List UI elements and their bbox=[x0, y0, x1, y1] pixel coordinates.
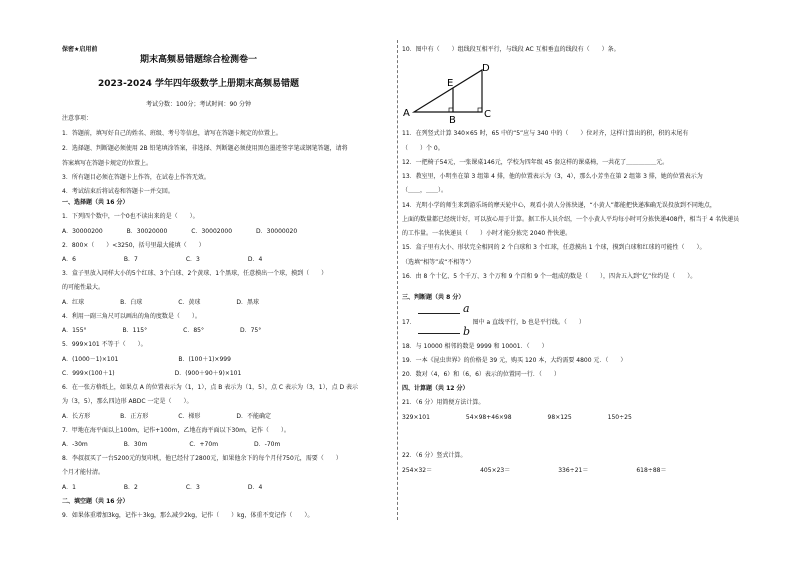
answer-options: A．-30m B．30m C．+70m D．-70m bbox=[62, 441, 281, 448]
exam-info: 考试分数：100分；考试时间：90 分钟 bbox=[146, 101, 251, 108]
answer-options: C．999×(100＋1) D．(900＋90＋9)×101 bbox=[62, 370, 242, 377]
question-line: （ ）个 0。 bbox=[402, 145, 444, 152]
note-item: 1．答题前，填写好自己的姓名、班级、考号等信息，请写在答题卡规定的位置上。 bbox=[62, 130, 282, 137]
question-line: 10．图中有（ ）组线段互相平行，与线段 AC 互相垂直的线段有（ ）条。 bbox=[402, 46, 620, 53]
question-line: 7．甲地在海平面以上100m，记作+100m，乙地在海平面以下30m，记作（ ）。 bbox=[62, 427, 290, 434]
section-heading-calc: 四、计算题（共 12 分） bbox=[402, 385, 469, 392]
parallel-line-b bbox=[418, 333, 460, 334]
column-divider bbox=[397, 40, 398, 520]
question-line: 20．数对（4，6）和（6，6）表示的位置同一行．（ ） bbox=[402, 371, 560, 378]
question-line: 9．如果体重增加3kg，记作＋3kg，那么减少2kg，记作（ ）kg，体重不变记作（ ）。 bbox=[62, 512, 314, 519]
question-line: 4．利用一副三角尺可以画出的角的度数是（ ）。 bbox=[62, 313, 201, 320]
question-line: 3．盒子里放入同样大小的5个红球、3个白球、2个黄球、1个黑球，任意摸出一个球，摸到（ ） bbox=[62, 270, 328, 277]
note-item: 2．选择题、判断题必须使用 2B 铅笔填涂答案，非选择、判断题必须使用黑色墨迹签字笔或钢笔答题，请将 bbox=[62, 145, 348, 152]
question-line: （选填“相等”或“不相等”） bbox=[402, 259, 475, 266]
question-line: 8．李叔叔买了一台5200元的复印机，他已经付了2800元，如果他余下的每个月付750元，需要（ ） bbox=[62, 455, 342, 462]
answer-options: A．30000200 B．30020000 C．30002000 D．30000020 bbox=[62, 228, 298, 235]
point-label-a: A bbox=[403, 108, 410, 119]
section-heading-judge: 三、判断题（共 8 分） bbox=[402, 294, 465, 301]
question-line: 18．与 10000 相邻的数是 9999 和 10001．（ ） bbox=[402, 343, 548, 350]
question-line: 上面的数量都已经统计好，可以放心用于计算。据工作人员介绍，一个小黄人平均每小时可分拣快递408件，相当于 4 名快递员 bbox=[402, 216, 740, 223]
question-line: 16．由 8 个十亿、5 个千万、3 个万和 9 个百和 9 个一组成的数是（ ），四舍五入到“亿”位约是（ ）。 bbox=[402, 273, 697, 280]
notes-heading: 注意事项： bbox=[62, 115, 93, 122]
question-line: 2．800×（ ）<3250，括号里最大能填（ ） bbox=[62, 242, 205, 249]
question-line: 为（3，5），那么四边形 ABDC 一定是（ ）。 bbox=[62, 398, 193, 405]
calc-expressions: 254×32＝ 405×23＝ 336÷21＝ 618÷88＝ bbox=[402, 467, 667, 474]
question-line: 12．一把椅子54元，一张课桌146元，学校为四年级 45 套这样的课桌椅，一共花了＿＿＿＿＿元。 bbox=[402, 159, 669, 166]
answer-options: A．155° B．115° C．85° D．75° bbox=[62, 327, 262, 334]
line-label-a: a bbox=[463, 302, 470, 315]
question-line: 1．下列四个数中，一个0也不读出来的是（ ）。 bbox=[62, 213, 199, 220]
answer-options: A．长方形 B．正方形 C．梯形 D．不能确定 bbox=[62, 413, 272, 420]
question-line: 17． 图中 a 直线平行，b 也是平行线。（ ） bbox=[402, 319, 585, 326]
answer-options: A．6 B．7 C．3 D．4 bbox=[62, 256, 263, 263]
note-item: 3．所有题目必须在答题卡上作答，在试卷上作答无效。 bbox=[62, 174, 210, 181]
question-line: 13．教室里，小明坐在第 3 组第 4 排，他的位置表示为（3，4），那么小芳坐在第 2 组第 3 排，她的位置表示为 bbox=[402, 173, 703, 180]
point-label-b: B bbox=[449, 115, 456, 124]
question-line: 15．盒子里有大小、形状完全相同的 2 个白球和 3 个红球，任意摸出 1 个球，摸到白球和红球的可能性（ ）。 bbox=[402, 244, 706, 251]
secret-label: 保密★启用前 bbox=[62, 46, 98, 53]
question-line: 11．在列竖式计算 340×65 时，65 中的“5”应与 340 中的（ ）位对齐，这样计算出的积，积的末尾有 bbox=[402, 130, 689, 137]
question-line: 5．999×101 不等于（ ）。 bbox=[62, 341, 147, 348]
point-label-e: E bbox=[447, 78, 454, 89]
right-triangle-diagram bbox=[402, 62, 492, 124]
point-label-d: D bbox=[482, 63, 490, 74]
question-line: 的可能性最大。 bbox=[62, 284, 105, 291]
question-line: 14．光明小学的师生来到游乐场的摩天轮中心，观看小黄人分拣快递，“小黄人”都能把快递准确无误投放到不同地点， bbox=[402, 202, 716, 209]
section-heading-fill: 二、填空题（共 16 分） bbox=[62, 498, 129, 505]
question-line: 19．一本《昆虫世界》的价格是 39 元，购买 120 本，大约需要 4800 元．（ ） bbox=[402, 357, 627, 364]
question-line: 个月才能付清。 bbox=[62, 469, 105, 476]
question-line: 22．（6 分）竖式计算。 bbox=[402, 452, 467, 459]
question-line: （＿＿，＿＿）。 bbox=[402, 187, 448, 194]
parallel-line-a bbox=[418, 313, 460, 314]
point-label-c: C bbox=[484, 109, 491, 120]
section-heading-choice: 一、选择题（共 16 分） bbox=[62, 199, 129, 206]
answer-options: A．红球 B．白球 C．黄球 D．黑球 bbox=[62, 299, 260, 306]
question-line: 的工作量。一名快递员（ ）小时才能分拣完 2040 件快递。 bbox=[402, 230, 572, 237]
note-item: 4．考试结束后将试卷和答题卡一并交回。 bbox=[62, 188, 174, 195]
question-line: 6．在一张方格纸上，如果点 A 的位置表示为（1，1），点 B 表示为（1，5），点 C 表示为（3，1），点 D 表示 bbox=[62, 384, 359, 391]
calc-expressions: 329×101 54×98+46×98 98×125 150÷25 bbox=[402, 414, 632, 421]
exam-title: 期末高频易错题综合检测卷一 bbox=[139, 55, 257, 65]
answer-options: A．1 B．2 C．3 D．4 bbox=[62, 484, 263, 491]
answer-options: A．(1000－1)×101 B．(100＋1)×999 bbox=[62, 356, 231, 363]
exam-subtitle: 2023-2024 学年四年级数学上册期末高频易错题 bbox=[98, 79, 299, 89]
note-item: 答案填写在答题卡规定的位置上。 bbox=[62, 160, 153, 167]
question-line: 21．（6 分）用简便方法计算。 bbox=[402, 399, 485, 406]
line-label-b: b bbox=[463, 325, 471, 338]
